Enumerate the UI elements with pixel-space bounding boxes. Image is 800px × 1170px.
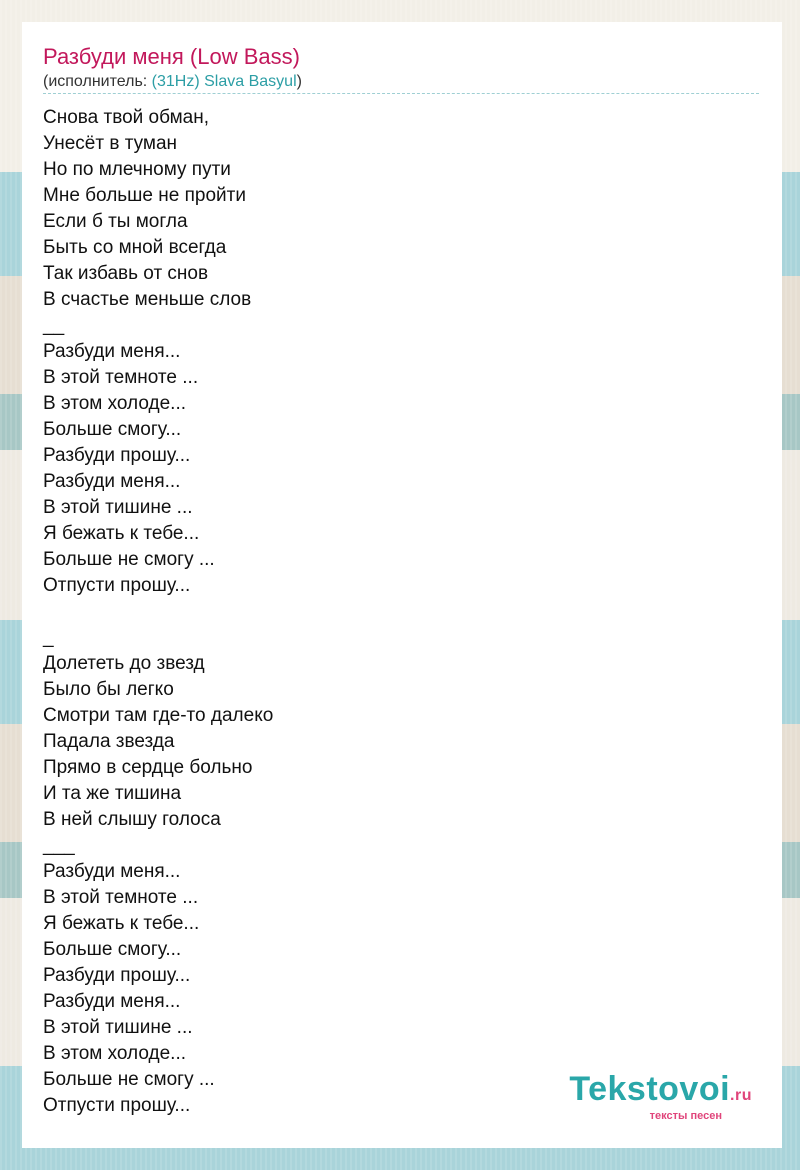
lyric-line: Падала звезда — [43, 731, 175, 752]
lyric-line: Если б ты могла — [43, 211, 188, 232]
lyric-line: Разбуди прошу... — [43, 965, 191, 986]
lyric-line: Так избавь от снов — [43, 263, 209, 284]
site-logo[interactable] — [569, 1072, 752, 1122]
lyric-line: Я бежать к тебе... — [43, 913, 200, 934]
logo-domain-suffix: .ru — [730, 1087, 752, 1104]
lyric-line: Больше не смогу ... — [43, 1069, 215, 1090]
lyric-line: Разбуди меня... — [43, 471, 181, 492]
lyric-line: ___ — [43, 835, 75, 856]
lyric-line: Больше смогу... — [43, 939, 182, 960]
lyric-line: В этом холоде... — [43, 393, 187, 414]
lyric-line: Больше смогу... — [43, 419, 182, 440]
lyric-line: В этой тишине ... — [43, 497, 193, 518]
lyric-line: Мне больше не пройти — [43, 185, 246, 206]
lyric-line: Отпусти прошу... — [43, 575, 191, 596]
lyrics-card — [22, 22, 782, 1148]
lyric-line: Снова твой обман, — [43, 107, 209, 128]
lyric-line: Смотри там где-то далеко — [43, 705, 274, 726]
lyric-line — [43, 599, 743, 625]
artist-line — [43, 73, 302, 91]
lyric-line: Разбуди меня... — [43, 861, 181, 882]
title-divider — [43, 93, 759, 94]
lyric-line: __ — [43, 315, 65, 336]
lyric-line: Но по млечному пути — [43, 159, 231, 180]
song-title: Разбуди меня (Low Bass) — [43, 44, 300, 69]
lyric-line: Было бы легко — [43, 679, 174, 700]
artist-prefix: (исполнитель: — [43, 73, 152, 90]
artist-suffix: ) — [296, 73, 302, 90]
lyric-line: Разбуди прошу... — [43, 445, 191, 466]
logo-wordmark — [569, 1072, 752, 1113]
lyric-line: Разбуди меня... — [43, 991, 181, 1012]
lyric-line: В этой темноте ... — [43, 367, 199, 388]
logo-tagline: тексты песен — [649, 1110, 722, 1122]
lyric-line: В этой тишине ... — [43, 1017, 193, 1038]
lyric-line: Отпусти прошу... — [43, 1095, 191, 1116]
lyric-line: Я бежать к тебе... — [43, 523, 200, 544]
lyrics-text — [43, 105, 743, 1119]
lyric-line: _ — [43, 627, 54, 648]
lyric-line: Разбуди меня... — [43, 341, 181, 362]
lyric-line: В этом холоде... — [43, 1043, 187, 1064]
logo-main-text: Tekstovoi — [569, 1070, 731, 1108]
artist-link[interactable]: (31Hz) Slava Basyul — [151, 73, 297, 90]
lyric-line: В этой темноте ... — [43, 887, 199, 908]
lyric-line: Прямо в сердце больно — [43, 757, 253, 778]
lyric-line: Долететь до звезд — [43, 653, 205, 674]
lyric-line: Больше не смогу ... — [43, 549, 215, 570]
lyric-line: В счастье меньше слов — [43, 289, 252, 310]
lyric-line: Унесёт в туман — [43, 133, 178, 154]
lyric-line: В ней слышу голоса — [43, 809, 221, 830]
lyric-line: Быть со мной всегда — [43, 237, 227, 258]
lyric-line: И та же тишина — [43, 783, 182, 804]
